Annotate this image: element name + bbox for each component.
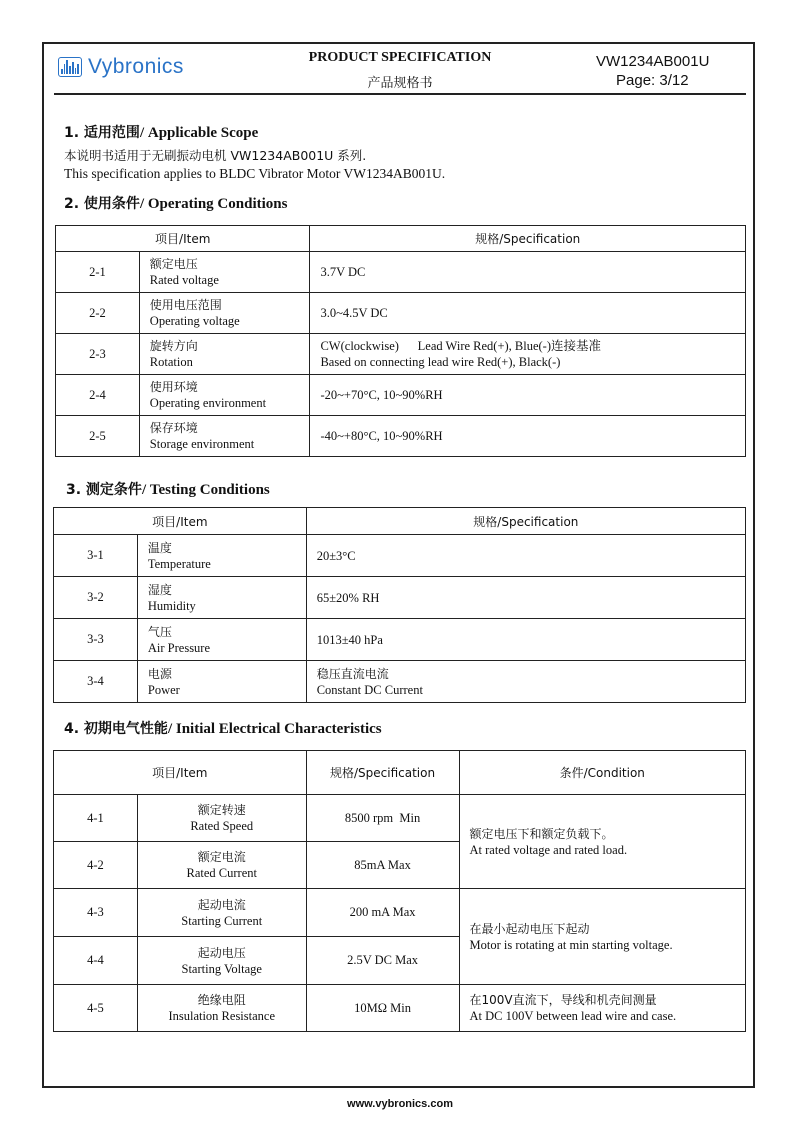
table-row (54, 985, 746, 1032)
row-spec: 3.0~4.5V DC (310, 293, 746, 334)
row-item: 额定电压 Rated voltage (139, 252, 310, 293)
table-row (54, 661, 746, 703)
row-number: 2-2 (56, 293, 140, 334)
scope-line-en: This specification applies to BLDC Vibrator Motor VW1234AB001U. (64, 166, 446, 181)
testing-conditions-table (53, 507, 746, 703)
doc-number: VW1234AB001U (596, 53, 710, 70)
row-number: 2-5 (56, 416, 140, 457)
row-number: 2-1 (56, 252, 140, 293)
row-spec: -20~+70°C, 10~90%RH (310, 375, 746, 416)
header-divider (54, 93, 746, 95)
row-spec: 20±3°C (306, 535, 745, 577)
col-header-condition: 条件/Condition (459, 751, 746, 795)
row-condition: 额定电压下和额定负载下。 At rated voltage and rated load. (459, 795, 746, 889)
table-row (54, 619, 746, 661)
col-header-item: 项目/Item (54, 751, 307, 795)
table-row (54, 795, 746, 842)
row-spec: -40~+80°C, 10~90%RH (310, 416, 746, 457)
col-header-item: 项目/Item (54, 508, 307, 535)
table-row (56, 334, 746, 375)
electrical-characteristics-table (53, 750, 746, 1032)
row-spec: 稳压直流电流 Constant DC Current (306, 661, 745, 703)
row-condition: 在100V直流下，导线和机壳间测量 At DC 100V between lead wire and case. (459, 985, 746, 1032)
section1-body (64, 147, 445, 183)
row-spec: 1013±40 hPa (306, 619, 745, 661)
col-header-spec: 规格/Specification (306, 751, 459, 795)
section3-title: 3. 测定条件/ Testing Conditions (66, 482, 270, 498)
company-logo (58, 55, 184, 79)
row-item: 起动电流 Starting Current (137, 889, 306, 937)
row-number: 4-1 (54, 795, 138, 842)
document-title: PRODUCT SPECIFICATION (308, 50, 492, 65)
header-title-block (300, 50, 500, 91)
col-header-spec: 规格/Specification (310, 226, 746, 252)
row-number: 4-4 (54, 937, 138, 985)
row-number: 4-5 (54, 985, 138, 1032)
table-row (54, 577, 746, 619)
row-number: 2-4 (56, 375, 140, 416)
waveform-icon (58, 57, 82, 77)
row-condition: 在最小起动电压下起动 Motor is rotating at min starting voltage. (459, 889, 746, 985)
row-number: 3-2 (54, 577, 138, 619)
operating-conditions-table (55, 225, 746, 457)
row-item: 额定电流 Rated Current (137, 842, 306, 889)
table-row (56, 252, 746, 293)
table-row (56, 416, 746, 457)
row-spec: 8500 rpm Min (306, 795, 459, 842)
footer-website[interactable]: www.vybronics.com (347, 1098, 453, 1110)
row-spec: CW(clockwise) Lead Wire Red(+), Blue(-)连接基准 Based on connecting lead wire Red(+), Black(-) (310, 334, 746, 375)
document-subtitle: 产品规格书 (367, 76, 433, 91)
section2-title: 2. 使用条件/ Operating Conditions (64, 196, 288, 212)
row-spec: 200 mA Max (306, 889, 459, 937)
table-header-row (56, 226, 746, 252)
row-item: 绝缘电阻 Insulation Resistance (137, 985, 306, 1032)
row-item: 气压 Air Pressure (137, 619, 306, 661)
row-spec: 3.7V DC (310, 252, 746, 293)
scope-line-zh: 本说明书适用于无刷振动电机 VW1234AB001U 系列. (64, 148, 367, 163)
row-item: 使用电压范围 Operating voltage (139, 293, 310, 334)
col-header-item: 项目/Item (56, 226, 310, 252)
row-spec: 85mA Max (306, 842, 459, 889)
row-spec: 10MΩ Min (306, 985, 459, 1032)
row-number: 3-1 (54, 535, 138, 577)
section4-title: 4. 初期电气性能/ Initial Electrical Characteristics (64, 721, 382, 737)
table-row (56, 293, 746, 334)
table-header-row (54, 508, 746, 535)
table-row (56, 375, 746, 416)
row-number: 4-2 (54, 842, 138, 889)
row-number: 3-4 (54, 661, 138, 703)
row-spec: 2.5V DC Max (306, 937, 459, 985)
row-spec: 65±20% RH (306, 577, 745, 619)
row-item: 电源 Power (137, 661, 306, 703)
table-row (54, 535, 746, 577)
row-item: 起动电压 Starting Voltage (137, 937, 306, 985)
row-item: 保存环境 Storage environment (139, 416, 310, 457)
row-item: 旋转方向 Rotation (139, 334, 310, 375)
row-item: 温度 Temperature (137, 535, 306, 577)
section1-title: 1. 适用范围/ Applicable Scope (64, 125, 259, 141)
logo-text: Vybronics (88, 55, 184, 78)
row-item: 湿度 Humidity (137, 577, 306, 619)
header-right-block (596, 52, 709, 90)
row-number: 3-3 (54, 619, 138, 661)
row-number: 4-3 (54, 889, 138, 937)
col-header-spec: 规格/Specification (306, 508, 745, 535)
row-item: 使用环境 Operating environment (139, 375, 310, 416)
row-item: 额定转速 Rated Speed (137, 795, 306, 842)
row-number: 2-3 (56, 334, 140, 375)
table-row (54, 889, 746, 937)
page-number: Page: 3/12 (616, 72, 689, 89)
table-header-row (54, 751, 746, 795)
